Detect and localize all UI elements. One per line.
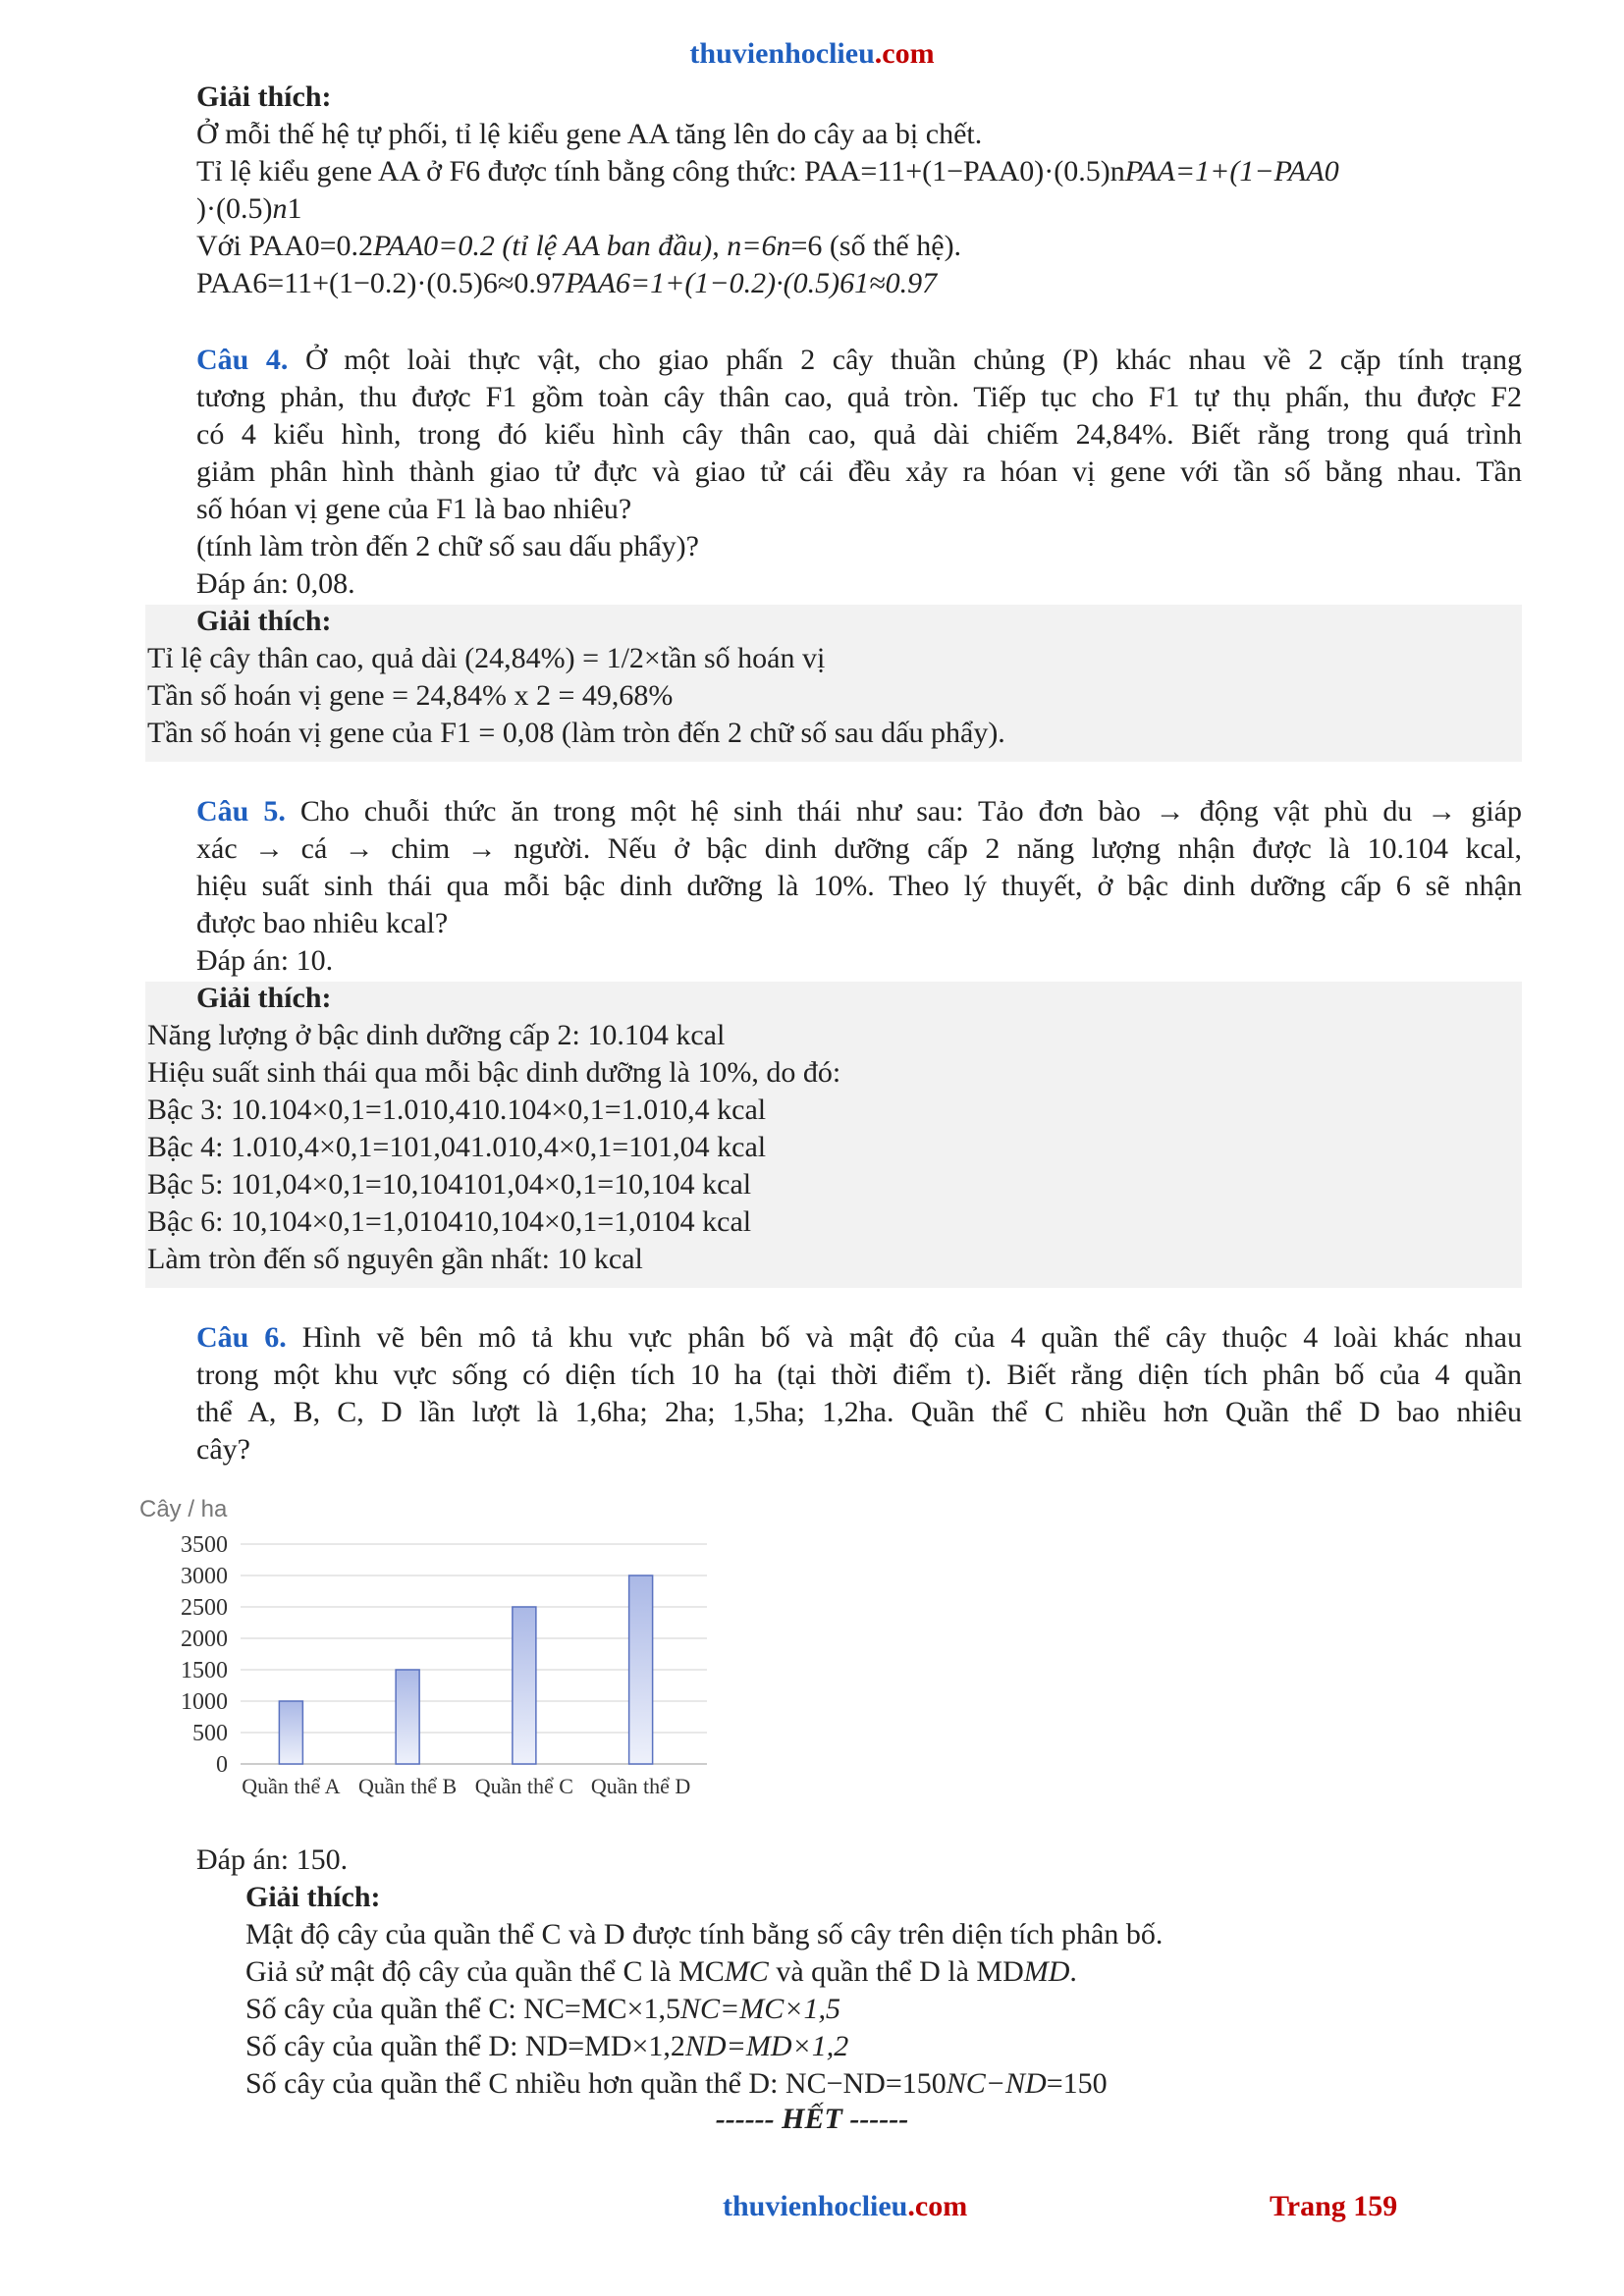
chart-bar: [629, 1575, 653, 1764]
q4-explain-line-1: Tỉ lệ cây thân cao, quả dài (24,84%) = 1/2×tần số hoán vị: [147, 642, 826, 674]
chart-y-tick-label: 3000: [181, 1564, 228, 1589]
chart-y-tick-label: 2000: [181, 1627, 228, 1652]
sec1-line-2: Tỉ lệ kiểu gene AA ở F6 được tính bằng công thức: PAA=11+(1−PAA0)·(0.5)nPAA=1+(1−PAA0: [196, 155, 1339, 187]
q6-explain-heading: Giải thích:: [245, 1881, 381, 1913]
q5-line-1: Câu 5. Cho chuỗi thức ăn trong một hệ sinh thái như sau: Tảo đơn bào → động vật phù du → giáp: [196, 795, 1523, 828]
q5-explain-line-5: Bậc 5: 101,04×0,1=10,104101,04×0,1=10,104 kcal: [147, 1168, 752, 1201]
header-site-name[interactable]: thuvienhoclieu.com: [689, 37, 935, 70]
chart-y-label: Cây / ha: [139, 1497, 228, 1522]
q6-line-3: thể A, B, C, D lần lượt là 1,6ha; 2ha; 1,5ha; 1,2ha. Quần thể C nhiều hơn Quần thể D bao nhiêu: [196, 1396, 1522, 1428]
q6-explain-line-1: Mật độ cây của quần thể C và D được tính bằng số cây trên diện tích phân bố.: [245, 1918, 1164, 1950]
chart-y-tick-label: 1000: [181, 1689, 228, 1715]
chart-x-tick-label: Quần thể D: [590, 1774, 691, 1798]
chart-y-tick-label: 3500: [181, 1532, 228, 1558]
q5-explain-line-2: Hiệu suất sinh thái qua mỗi bậc dinh dưỡng là 10%, do đó:: [147, 1056, 841, 1089]
q4-line-4: giảm phân hình thành giao tử đực và giao tử cái đều xảy ra hóan vị gene với tần số bằng nhau. Tần: [196, 455, 1522, 488]
q5-line-4: được bao nhiêu kcal?: [196, 907, 449, 939]
chart-y-ticks: [181, 1532, 228, 1778]
chart-bar: [513, 1607, 536, 1764]
chart-x-tick-label: Quần thể B: [358, 1774, 458, 1798]
q5-line-2: xác → cá → chim → người. Nếu ở bậc dinh dưỡng cấp 2 năng lượng nhận được là 10.104 kcal,: [196, 832, 1522, 865]
q5-explain-line-1: Năng lượng ở bậc dinh dưỡng cấp 2: 10.104 kcal: [147, 1019, 726, 1051]
chart-y-tick-label: 1500: [181, 1658, 228, 1683]
q5-line-3: hiệu suất sinh thái qua mỗi bậc dinh dưỡng là 10%. Theo lý thuyết, ở bậc dinh dưỡng cấp 6 sẽ nhận: [196, 870, 1522, 902]
q4-answer: Đáp án: 0,08.: [196, 567, 355, 600]
chart-y-tick-label: 2500: [181, 1595, 228, 1621]
q6-answer: Đáp án: 150.: [196, 1843, 349, 1876]
q4-line-3: có 4 kiểu hình, trong đó kiểu hình cây thân cao, quả dài chiếm 24,84%. Biết rằng trong quá trình: [196, 418, 1522, 451]
q5-explain-line-4: Bậc 4: 1.010,4×0,1=101,041.010,4×0,1=101,04 kcal: [147, 1131, 767, 1163]
q5-answer: Đáp án: 10.: [196, 944, 334, 977]
q6-explain-line-2: Giả sử mật độ cây của quần thể C là MCMC và quần thể D là MDMD.: [245, 1955, 1077, 1988]
q6-line-1: Câu 6. Hình vẽ bên mô tả khu vực phân bố và mật độ của 4 quần thể cây thuộc 4 loài khác nhau: [196, 1321, 1522, 1354]
q5-explain-line-3: Bậc 3: 10.104×0,1=1.010,410.104×0,1=1.010,4 kcal: [147, 1094, 767, 1126]
q5-explain-heading: Giải thích:: [196, 982, 332, 1014]
q5-explain-line-7: Làm tròn đến số nguyên gần nhất: 10 kcal: [147, 1243, 643, 1275]
q4-line-5: số hóan vị gene của F1 là bao nhiêu?: [196, 493, 632, 525]
page-number: Trang 159: [1270, 2190, 1398, 2222]
sec1-line-4: Với PAA0=0.2PAA0=0.2 (tỉ lệ AA ban đầu), n=6n=6 (số thế hệ).: [196, 230, 962, 262]
end-mark: ------ HẾT ------: [715, 2103, 909, 2135]
sec1-line-1: Ở mỗi thế hệ tự phối, tỉ lệ kiểu gene AA tăng lên do cây aa bị chết.: [196, 118, 983, 150]
q4-explain-line-2: Tần số hoán vị gene = 24,84% x 2 = 49,68%: [147, 679, 674, 712]
q5-explain-line-6: Bậc 6: 10,104×0,1=1,010410,104×0,1=1,0104 kcal: [147, 1205, 752, 1238]
sec1-heading: Giải thích:: [196, 80, 332, 113]
q6-explain-line-4: Số cây của quần thể D: ND=MD×1,2ND=MD×1,2: [245, 2030, 849, 2062]
chart-x-ticks: [242, 1774, 690, 1798]
q4-line-2: tương phản, thu được F1 gồm toàn cây thân cao, quả tròn. Tiếp tục cho F1 tự thụ phấn, thu được F2: [196, 381, 1522, 413]
chart-y-tick-label: 0: [216, 1752, 228, 1778]
chart-x-tick-label: Quần thể A: [242, 1774, 341, 1798]
chart-y-tick-label: 500: [192, 1721, 228, 1746]
q6-explain-line-5: Số cây của quần thể C nhiều hơn quần thể D: NC−ND=150NC−ND=150: [245, 2067, 1108, 2100]
q6-explain-line-3: Số cây của quần thể C: NC=MC×1,5NC=MC×1,5: [245, 1993, 840, 2025]
sec1-line-3: )·(0.5)n1: [196, 192, 302, 225]
chart-bar: [396, 1670, 419, 1764]
q6-line-4: cây?: [196, 1433, 250, 1466]
chart-bar: [279, 1701, 302, 1764]
q4-line-6: (tính làm tròn đến 2 chữ số sau dấu phẩy)?: [196, 530, 699, 562]
q4-explain-heading: Giải thích:: [196, 605, 332, 637]
chart-x-tick-label: Quần thể C: [474, 1774, 573, 1798]
density-bar-chart: [137, 1497, 717, 1811]
q4-explain-line-3: Tần số hoán vị gene của F1 = 0,08 (làm tròn đến 2 chữ số sau dấu phẩy).: [147, 717, 1005, 749]
sec1-line-5: PAA6=11+(1−0.2)·(0.5)6≈0.97PAA6=1+(1−0.2)·(0.5)61≈0.97: [196, 267, 938, 299]
footer-site-name[interactable]: thuvienhoclieu.com: [723, 2190, 968, 2222]
q4-line-1: Câu 4. Ở một loài thực vật, cho giao phấn 2 cây thuần chủng (P) khác nhau về 2 cặp tính trạng: [196, 344, 1522, 376]
q6-line-2: trong một khu vực sống có diện tích 10 ha (tại thời điểm t). Biết rằng diện tích phân bố của 4 quần: [196, 1359, 1522, 1391]
